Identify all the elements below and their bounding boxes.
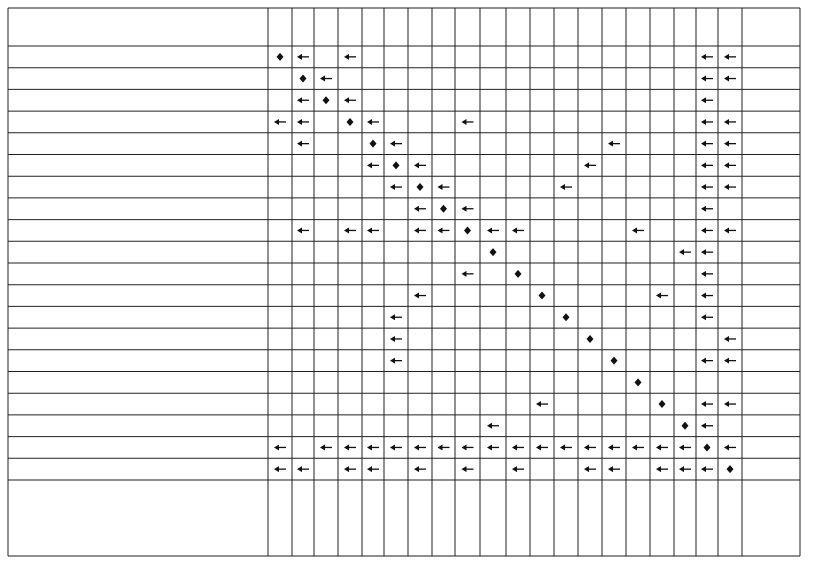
connection-arrow-icon xyxy=(390,444,395,450)
connection-arrow-icon xyxy=(584,444,589,450)
connection-arrow-icon xyxy=(724,184,729,190)
diagonal-diamond-icon xyxy=(515,270,522,278)
connection-arrow-icon xyxy=(344,227,349,233)
connection-arrow-icon xyxy=(344,54,349,60)
diagonal-diamond-icon xyxy=(417,183,424,191)
connection-arrow-icon xyxy=(297,119,302,125)
connection-arrow-icon xyxy=(297,227,302,233)
connection-arrow-icon xyxy=(701,76,706,82)
connection-arrow-icon xyxy=(701,401,706,407)
diagonal-diamond-icon xyxy=(563,313,570,321)
diagonal-diamond-icon xyxy=(587,335,594,343)
connection-arrow-icon xyxy=(390,141,395,147)
connection-arrow-icon xyxy=(724,54,729,60)
connection-arrow-icon xyxy=(297,97,302,103)
connection-arrow-icon xyxy=(632,227,637,233)
connection-arrow-icon xyxy=(462,206,467,212)
connection-arrow-icon xyxy=(701,466,706,472)
connection-arrow-icon xyxy=(367,119,372,125)
connection-arrow-icon xyxy=(462,466,467,472)
connection-arrow-icon xyxy=(608,466,613,472)
connection-arrow-icon xyxy=(274,466,279,472)
connection-arrow-icon xyxy=(367,444,372,450)
diagonal-diamond-icon xyxy=(393,161,400,169)
diagonal-diamond-icon xyxy=(440,205,447,213)
diagonal-diamond-icon xyxy=(300,75,307,83)
connection-arrow-icon xyxy=(297,466,302,472)
connection-arrow-icon xyxy=(297,54,302,60)
connection-arrow-icon xyxy=(724,76,729,82)
diagonal-diamond-icon xyxy=(682,422,689,430)
diagonal-diamond-icon xyxy=(659,400,666,408)
connection-arrow-icon xyxy=(536,444,541,450)
diagonal-diamond-icon xyxy=(611,357,618,365)
connection-arrow-icon xyxy=(701,119,706,125)
diagonal-diamond-icon xyxy=(464,226,471,234)
connection-arrow-icon xyxy=(320,76,325,82)
diagonal-diamond-icon xyxy=(539,292,546,300)
connection-arrow-icon xyxy=(701,141,706,147)
connection-arrow-icon xyxy=(724,162,729,168)
connection-arrow-icon xyxy=(344,97,349,103)
connection-arrow-icon xyxy=(367,162,372,168)
connection-arrow-icon xyxy=(414,293,419,299)
connection-arrow-icon xyxy=(512,444,517,450)
connection-arrow-icon xyxy=(724,336,729,342)
diagonal-diamond-icon xyxy=(370,140,377,148)
connection-arrow-icon xyxy=(701,184,706,190)
connection-arrow-icon xyxy=(656,466,661,472)
connection-arrow-icon xyxy=(414,227,419,233)
diagonal-diamond-icon xyxy=(323,96,330,104)
connection-arrow-icon xyxy=(656,293,661,299)
connection-arrow-icon xyxy=(656,444,661,450)
diagonal-diamond-icon xyxy=(347,118,354,126)
connection-arrow-icon xyxy=(608,444,613,450)
connection-arrow-icon xyxy=(724,141,729,147)
connection-arrow-icon xyxy=(679,466,684,472)
connection-arrow-icon xyxy=(701,293,706,299)
connection-arrow-icon xyxy=(414,444,419,450)
connection-arrow-icon xyxy=(438,184,443,190)
connection-arrow-icon xyxy=(724,119,729,125)
diagonal-diamond-icon xyxy=(635,378,642,386)
connection-arrow-icon xyxy=(584,162,589,168)
connection-arrow-icon xyxy=(390,314,395,320)
connection-arrow-icon xyxy=(536,401,541,407)
connection-arrow-icon xyxy=(724,401,729,407)
connection-arrow-icon xyxy=(367,466,372,472)
diagonal-diamond-icon xyxy=(704,443,711,451)
connection-arrow-icon xyxy=(487,423,492,429)
connection-arrow-icon xyxy=(512,227,517,233)
connection-arrow-icon xyxy=(560,444,565,450)
connection-arrow-icon xyxy=(487,227,492,233)
connection-arrow-icon xyxy=(462,271,467,277)
connection-arrow-icon xyxy=(608,141,613,147)
connection-arrow-icon xyxy=(701,54,706,60)
connection-arrow-icon xyxy=(584,466,589,472)
connection-arrow-icon xyxy=(487,444,492,450)
connection-arrow-icon xyxy=(438,444,443,450)
connection-arrow-icon xyxy=(724,444,729,450)
connection-arrow-icon xyxy=(701,314,706,320)
connection-arrow-icon xyxy=(274,119,279,125)
connection-arrow-icon xyxy=(297,141,302,147)
connection-arrow-icon xyxy=(320,444,325,450)
connection-arrow-icon xyxy=(414,206,419,212)
connection-arrow-icon xyxy=(462,444,467,450)
connection-arrow-icon xyxy=(701,206,706,212)
connection-arrow-icon xyxy=(679,444,684,450)
connection-arrow-icon xyxy=(367,227,372,233)
connection-arrow-icon xyxy=(344,444,349,450)
connection-arrow-icon xyxy=(679,249,684,255)
diagonal-diamond-icon xyxy=(727,465,734,473)
connection-arrow-icon xyxy=(414,162,419,168)
connection-arrow-icon xyxy=(390,358,395,364)
connection-arrow-icon xyxy=(512,466,517,472)
connection-arrow-icon xyxy=(701,162,706,168)
connection-arrow-icon xyxy=(701,423,706,429)
connection-arrow-icon xyxy=(462,119,467,125)
connection-arrow-icon xyxy=(344,466,349,472)
connection-arrow-icon xyxy=(724,358,729,364)
connection-arrow-icon xyxy=(701,271,706,277)
diagonal-diamond-icon xyxy=(277,53,284,61)
connection-arrow-icon xyxy=(438,227,443,233)
connection-arrow-icon xyxy=(414,466,419,472)
connection-arrow-icon xyxy=(390,336,395,342)
connection-arrow-icon xyxy=(632,444,637,450)
connection-arrow-icon xyxy=(701,97,706,103)
connection-arrow-icon xyxy=(724,227,729,233)
connection-arrow-icon xyxy=(274,444,279,450)
diagonal-diamond-icon xyxy=(490,248,497,256)
connection-arrow-icon xyxy=(390,184,395,190)
connection-arrow-icon xyxy=(701,358,706,364)
connection-arrow-icon xyxy=(701,249,706,255)
connection-arrow-icon xyxy=(701,227,706,233)
connection-arrow-icon xyxy=(560,184,565,190)
